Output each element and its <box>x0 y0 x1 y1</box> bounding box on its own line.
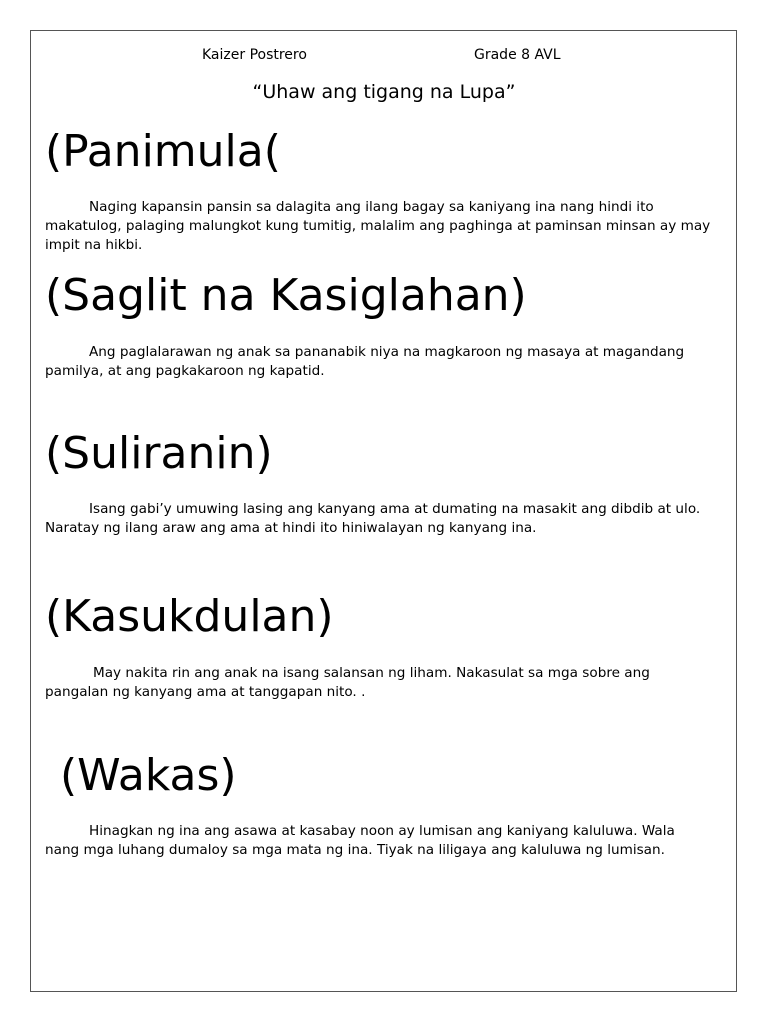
paragraph-saglit-na-kasiglahan <box>45 343 725 381</box>
heading-suliranin: (Suliranin) <box>45 428 273 479</box>
paragraph-line: Naratay ng ilang araw ang ama at hindi ito hiniwalayan ng kanyang ina. <box>45 520 537 536</box>
paragraph-line: nang mga luhang dumaloy sa mga mata ng ina. Tiyak na liligaya ang kaluluwa ng lumisan. <box>45 842 665 858</box>
paragraph-panimula <box>45 198 725 255</box>
paragraph-line: pamilya, at ang pagkakaroon ng kapatid. <box>45 363 325 379</box>
author-name: Kaizer Postrero <box>202 47 307 63</box>
paragraph-line: Hinagkan ng ina ang asawa at kasabay noon ay lumisan ang kaniyang kaluluwa. Wala <box>89 823 675 839</box>
paragraph-line: makatulog, palaging malungkot kung tumitig, malalim ang paghinga at paminsan minsan ay may <box>45 218 711 234</box>
paragraph-line: impit na hikbi. <box>45 237 143 253</box>
paragraph-line: May nakita rin ang anak na isang salansan ng liham. Nakasulat sa mga sobre ang <box>93 665 650 681</box>
heading-saglit-na-kasiglahan: (Saglit na Kasiglahan) <box>45 270 527 321</box>
heading-wakas: (Wakas) <box>60 750 237 801</box>
paragraph-wakas <box>45 822 725 860</box>
grade-level: Grade 8 AVL <box>474 47 561 63</box>
paragraph-line: Isang gabi’y umuwing lasing ang kanyang ama at dumating na masakit ang dibdib at ulo. <box>89 501 701 517</box>
document-title: “Uhaw ang tigang na Lupa” <box>252 81 516 103</box>
paragraph-suliranin <box>45 500 725 538</box>
paragraph-line: Ang paglalarawan ng anak sa pananabik niya na magkaroon ng masaya at magandang <box>89 344 685 360</box>
paragraph-line: Naging kapansin pansin sa dalagita ang ilang bagay sa kaniyang ina nang hindi ito <box>89 199 654 215</box>
heading-panimula: (Panimula( <box>45 126 281 177</box>
paragraph-kasukdulan <box>45 664 725 702</box>
heading-kasukdulan: (Kasukdulan) <box>45 591 334 642</box>
paragraph-line: pangalan ng kanyang ama at tanggapan nito. . <box>45 684 366 700</box>
